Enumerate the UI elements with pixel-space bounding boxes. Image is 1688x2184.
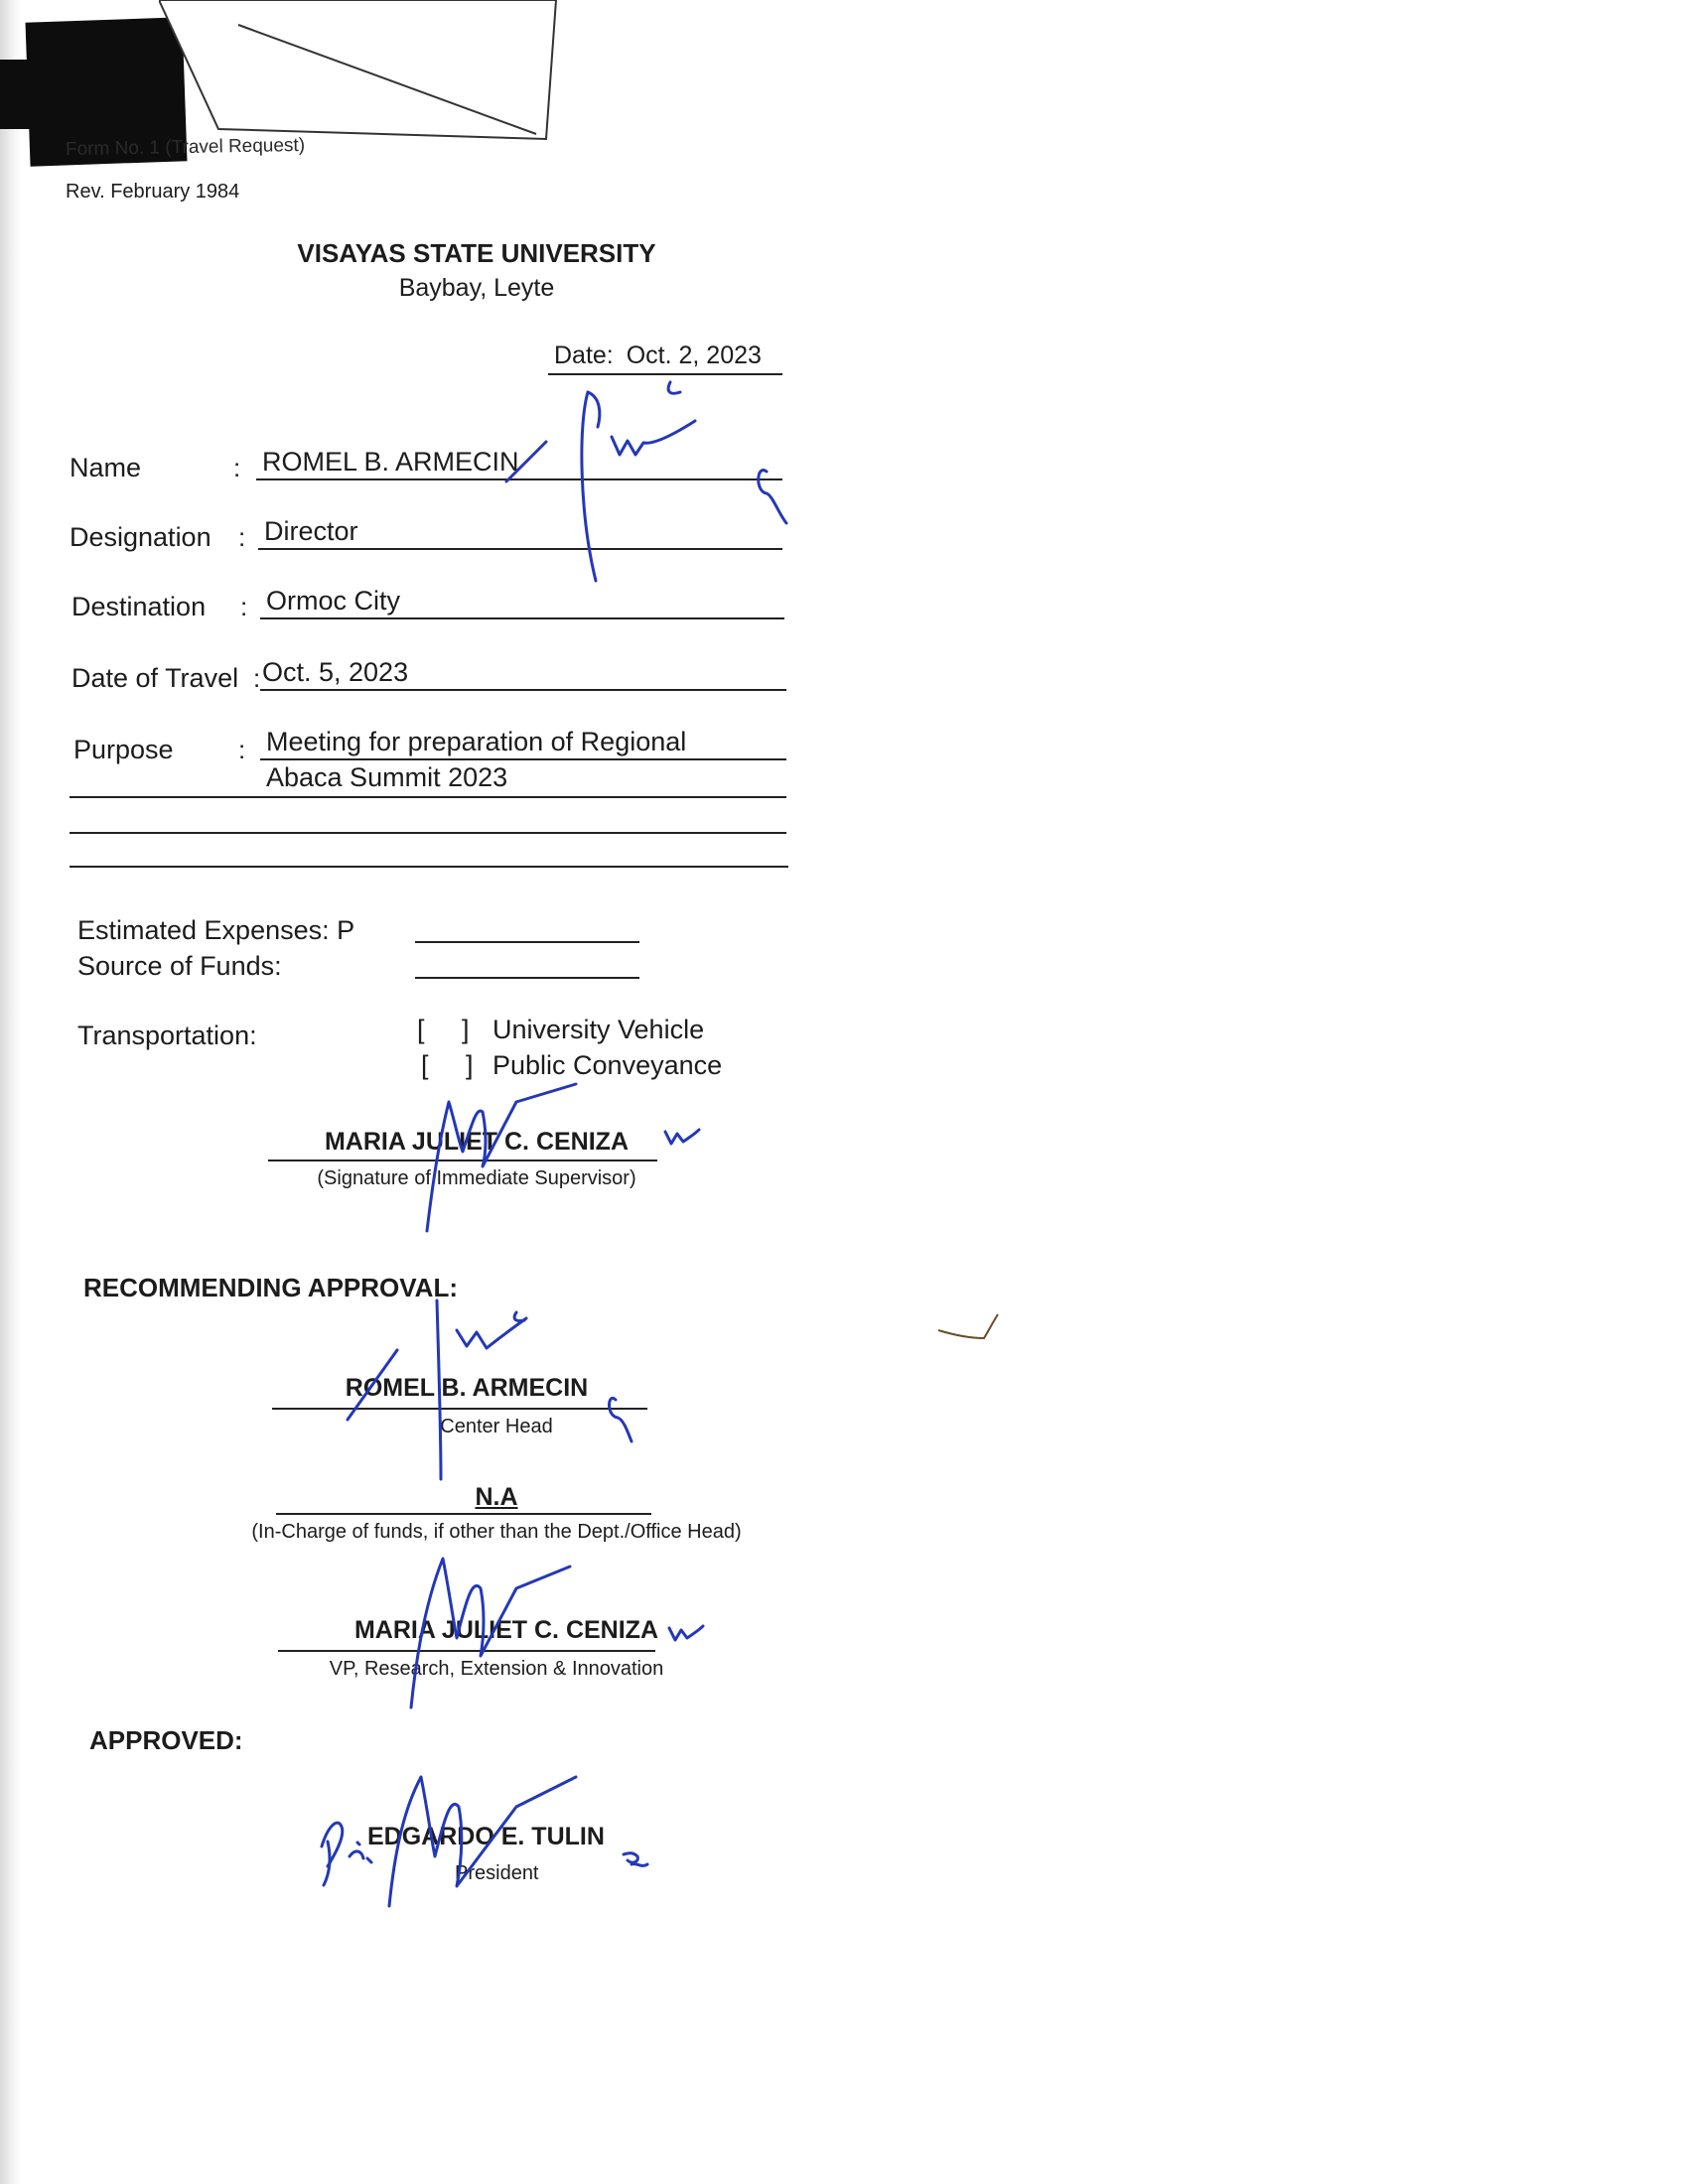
center-head-signature-line — [272, 1408, 647, 1410]
center-head-role: Center Head — [440, 1416, 553, 1437]
supervisor-name: MARIA JULIET C. CENIZA — [324, 1128, 630, 1156]
supervisor-signature-line — [268, 1160, 657, 1161]
option-university-vehicle: University Vehicle — [492, 1015, 705, 1044]
estimated-expenses-label: Estimated Expenses: P — [77, 915, 355, 945]
signature-stroke — [322, 1823, 343, 1885]
university-location: Baybay, Leyte — [398, 274, 555, 302]
checkbox-university-vehicle[interactable]: [ ] — [417, 1015, 470, 1044]
request-date — [548, 341, 782, 375]
funds-in-charge-role: (In-Charge of funds, if other than the Dept./Office Head) — [251, 1521, 742, 1543]
date-of-travel-field[interactable]: Oct. 5, 2023 — [260, 657, 786, 691]
university-name: VISAYAS STATE UNIVERSITY — [297, 238, 656, 268]
supervisor-role: (Signature of Immediate Supervisor) — [317, 1167, 636, 1189]
signature-stroke — [457, 1318, 526, 1348]
vp-role: VP, Research, Extension & Innovation — [329, 1658, 664, 1680]
colon: : — [238, 522, 246, 552]
vp-name: MARIA JULIET C. CENIZA — [353, 1616, 659, 1644]
purpose-field-line2[interactable]: Abaca Summit 2023 — [266, 762, 508, 792]
form-number: Form No. 1 (Travel Request) — [65, 134, 306, 161]
colon: : — [253, 663, 261, 693]
signature-stroke — [588, 392, 600, 427]
name-label: Name — [70, 453, 142, 482]
name-field[interactable]: ROMEL B. ARMECIN — [256, 447, 782, 480]
funds-in-charge-name: N.A — [475, 1483, 518, 1511]
signature-stroke — [514, 1312, 524, 1321]
date-value: Oct. 2, 2023 — [626, 341, 762, 369]
colon: : — [238, 735, 246, 764]
purpose-underline — [70, 796, 786, 798]
date-of-travel-label: Date of Travel — [71, 663, 239, 693]
transportation-label: Transportation: — [77, 1021, 257, 1050]
colon: : — [233, 453, 241, 482]
recommending-approval-heading: RECOMMENDING APPROVAL: — [83, 1273, 458, 1302]
funds-in-charge-signature-line — [276, 1513, 651, 1515]
source-of-funds-field[interactable] — [415, 977, 639, 979]
option-public-conveyance: Public Conveyance — [492, 1050, 723, 1080]
vp-signature-line — [278, 1650, 655, 1652]
date-label: Date: — [554, 341, 614, 369]
president-name: EDGARDO E. TULIN — [367, 1823, 605, 1850]
designation-field[interactable]: Director — [258, 516, 782, 550]
center-head-name: ROMEL B. ARMECIN — [345, 1374, 589, 1402]
destination-label: Destination — [71, 592, 207, 621]
folded-paper-corner — [159, 0, 576, 149]
president-role: President — [455, 1862, 539, 1884]
signature-stroke — [624, 1853, 647, 1866]
source-of-funds-label: Source of Funds: — [77, 951, 282, 981]
estimated-expenses-field[interactable] — [415, 941, 639, 943]
signature-stroke — [427, 1084, 576, 1231]
purpose-label: Purpose — [73, 735, 174, 764]
purpose-blank-line — [70, 866, 788, 868]
purpose-field-line1[interactable]: Meeting for preparation of Regional — [260, 727, 786, 760]
destination-field[interactable]: Ormoc City — [260, 586, 784, 619]
stray-mark — [938, 1314, 998, 1338]
redaction-block — [0, 60, 30, 129]
purpose-blank-line — [70, 832, 786, 834]
designation-label: Designation — [70, 522, 211, 552]
revision-date: Rev. February 1984 — [66, 181, 240, 203]
colon: : — [240, 592, 248, 621]
signature-stroke — [668, 382, 680, 393]
scan-edge-shadow — [0, 0, 22, 2184]
signature-stroke — [582, 392, 596, 581]
checkbox-public-conveyance[interactable]: [ ] — [421, 1050, 474, 1080]
approved-heading: APPROVED: — [89, 1725, 243, 1755]
